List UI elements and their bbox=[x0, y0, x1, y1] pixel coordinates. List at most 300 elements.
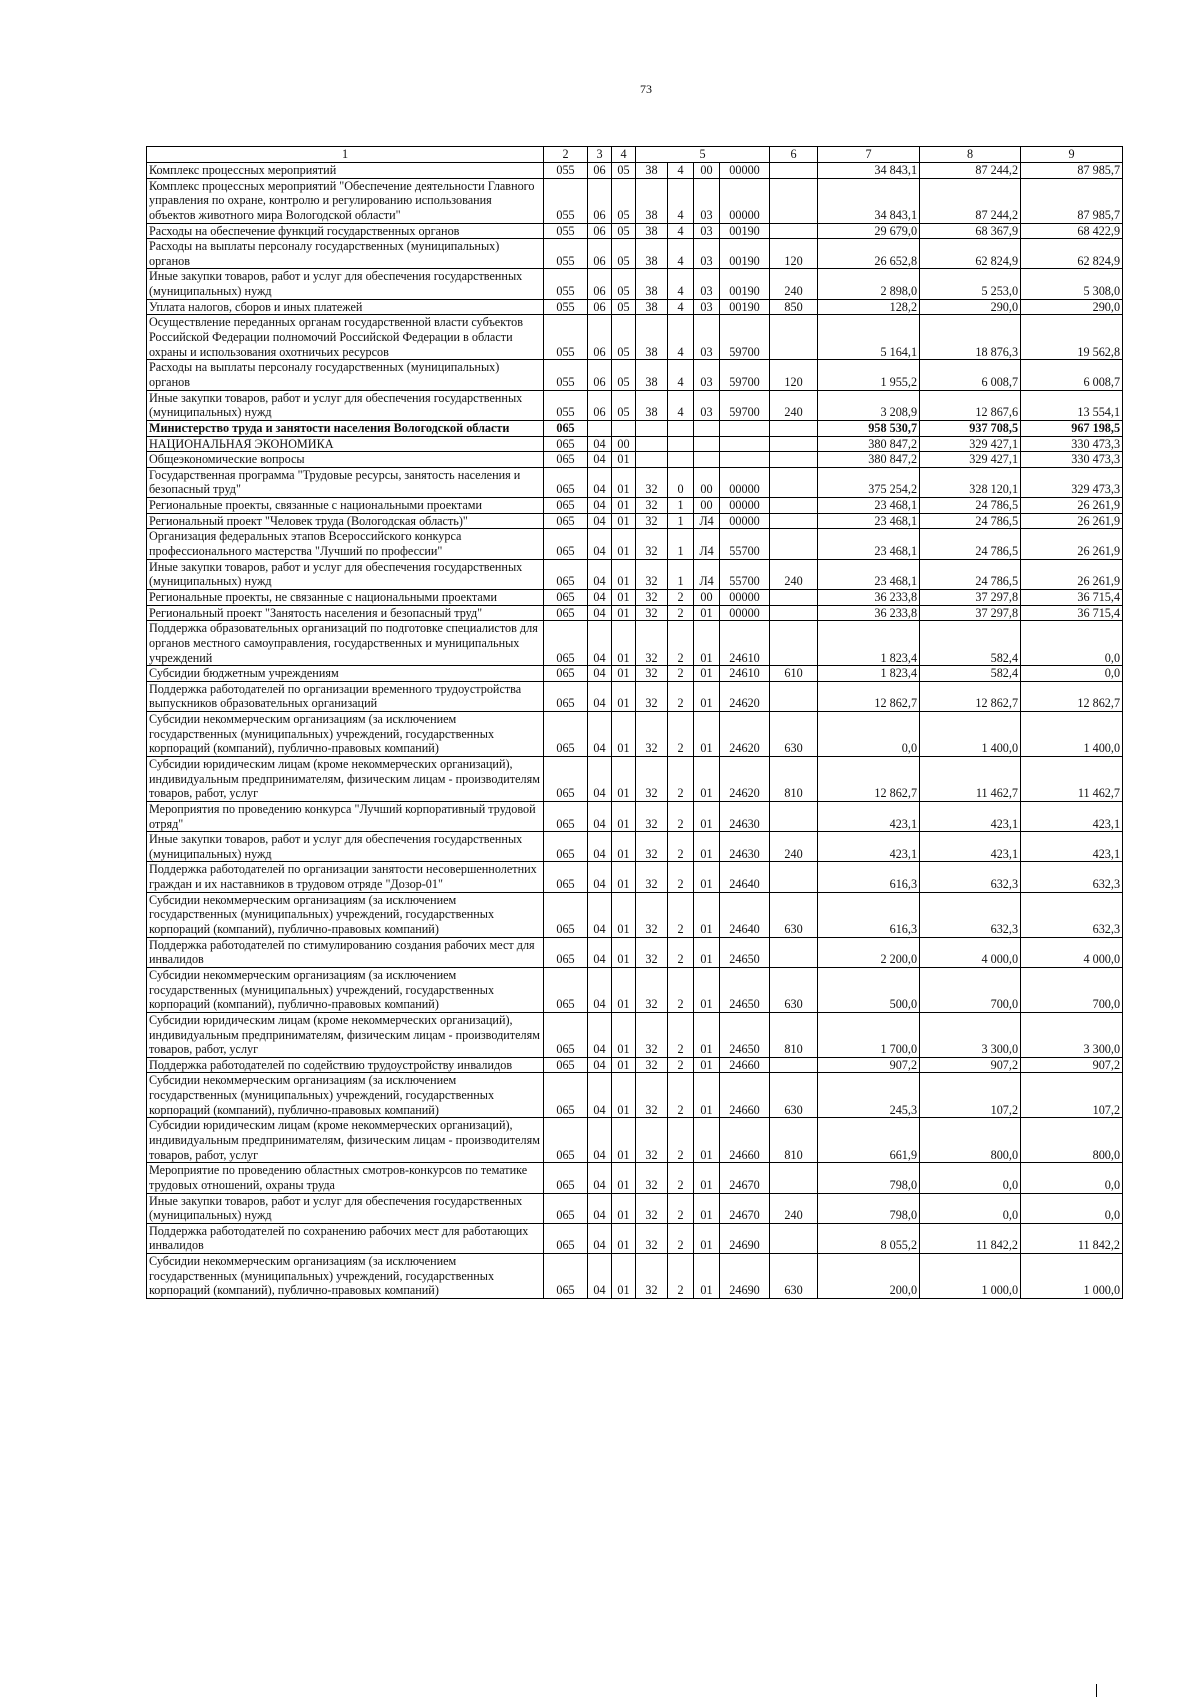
cell-admin-code: 065 bbox=[544, 832, 588, 862]
cell-csr-program: 32 bbox=[636, 1163, 668, 1193]
cell-section: 04 bbox=[588, 605, 612, 621]
cell-amount-3: 330 473,3 bbox=[1021, 452, 1123, 468]
cell-expense-type: 630 bbox=[770, 967, 818, 1012]
cell-csr-group: 01 bbox=[694, 1057, 720, 1073]
cell-subsection: 01 bbox=[612, 801, 636, 831]
cell-csr-direction: 59700 bbox=[720, 360, 770, 390]
cell-name: Субсидии некоммерческим организациям (за исключением государственных (муниципальных) учреждений, государственных корпораций (компаний), публично-правовых компаний) bbox=[147, 712, 544, 757]
cell-csr-program: 32 bbox=[636, 498, 668, 514]
cell-subsection: 05 bbox=[612, 390, 636, 420]
cell-section: 04 bbox=[588, 756, 612, 801]
table-row bbox=[147, 420, 1123, 436]
cell-csr-type: 4 bbox=[668, 239, 694, 269]
cell-expense-type bbox=[770, 163, 818, 179]
cell-csr-direction: 24620 bbox=[720, 712, 770, 757]
cell-amount-1: 907,2 bbox=[818, 1057, 920, 1073]
table-row bbox=[147, 1073, 1123, 1118]
cell-amount-3: 4 000,0 bbox=[1021, 937, 1123, 967]
cell-amount-3: 26 261,9 bbox=[1021, 529, 1123, 559]
cell-amount-1: 380 847,2 bbox=[818, 452, 920, 468]
table-row bbox=[147, 1057, 1123, 1073]
cell-subsection: 01 bbox=[612, 1057, 636, 1073]
cell-amount-3: 6 008,7 bbox=[1021, 360, 1123, 390]
cell-csr-type: 2 bbox=[668, 1193, 694, 1223]
cell-section: 04 bbox=[588, 1057, 612, 1073]
cell-subsection: 01 bbox=[612, 498, 636, 514]
cell-admin-code: 065 bbox=[544, 1193, 588, 1223]
cell-amount-3: 907,2 bbox=[1021, 1057, 1123, 1073]
cell-csr-group bbox=[694, 436, 720, 452]
cell-admin-code: 065 bbox=[544, 1118, 588, 1163]
cell-amount-1: 0,0 bbox=[818, 712, 920, 757]
cell-admin-code: 065 bbox=[544, 559, 588, 589]
cell-admin-code: 055 bbox=[544, 178, 588, 223]
cell-expense-type: 810 bbox=[770, 1012, 818, 1057]
cell-csr-group: 00 bbox=[694, 163, 720, 179]
cell-subsection: 01 bbox=[612, 1073, 636, 1118]
cell-admin-code: 065 bbox=[544, 436, 588, 452]
cell-csr-direction: 24640 bbox=[720, 862, 770, 892]
cell-csr-type: 2 bbox=[668, 1163, 694, 1193]
cell-amount-3: 26 261,9 bbox=[1021, 513, 1123, 529]
cell-csr-group: 01 bbox=[694, 1118, 720, 1163]
cell-amount-3: 107,2 bbox=[1021, 1073, 1123, 1118]
cell-name: Комплекс процессных мероприятий bbox=[147, 163, 544, 179]
cell-csr-program: 32 bbox=[636, 892, 668, 937]
cell-subsection: 01 bbox=[612, 832, 636, 862]
cell-csr-group: 03 bbox=[694, 223, 720, 239]
cell-name: Мероприятие по проведению областных смотров-конкурсов по тематике трудовых отношений, охраны труда bbox=[147, 1163, 544, 1193]
cell-subsection: 05 bbox=[612, 239, 636, 269]
cell-admin-code: 065 bbox=[544, 1057, 588, 1073]
cell-csr-type bbox=[668, 420, 694, 436]
cell-csr-program: 38 bbox=[636, 239, 668, 269]
cell-csr-program: 32 bbox=[636, 467, 668, 497]
cell-csr-program bbox=[636, 436, 668, 452]
cell-section: 04 bbox=[588, 712, 612, 757]
cell-expense-type bbox=[770, 498, 818, 514]
cell-amount-3: 3 300,0 bbox=[1021, 1012, 1123, 1057]
cell-amount-1: 3 208,9 bbox=[818, 390, 920, 420]
cell-admin-code: 065 bbox=[544, 937, 588, 967]
cell-section: 06 bbox=[588, 390, 612, 420]
cell-amount-3: 632,3 bbox=[1021, 892, 1123, 937]
table-row bbox=[147, 605, 1123, 621]
cell-csr-direction: 24660 bbox=[720, 1057, 770, 1073]
cell-amount-1: 1 955,2 bbox=[818, 360, 920, 390]
cell-subsection: 01 bbox=[612, 862, 636, 892]
cell-csr-direction: 24660 bbox=[720, 1073, 770, 1118]
header-cell: 3 bbox=[588, 147, 612, 163]
cell-amount-1: 23 468,1 bbox=[818, 498, 920, 514]
cell-section: 04 bbox=[588, 529, 612, 559]
cell-subsection: 01 bbox=[612, 1193, 636, 1223]
cell-subsection: 01 bbox=[612, 1223, 636, 1253]
scan-edge-mark bbox=[1096, 1684, 1097, 1697]
cell-csr-group: 01 bbox=[694, 605, 720, 621]
cell-expense-type bbox=[770, 1223, 818, 1253]
cell-expense-type: 810 bbox=[770, 756, 818, 801]
cell-csr-group: Л4 bbox=[694, 559, 720, 589]
cell-section: 06 bbox=[588, 269, 612, 299]
cell-expense-type: 240 bbox=[770, 390, 818, 420]
cell-csr-group: 01 bbox=[694, 937, 720, 967]
cell-csr-program: 32 bbox=[636, 1073, 668, 1118]
cell-section: 04 bbox=[588, 937, 612, 967]
cell-expense-type: 240 bbox=[770, 832, 818, 862]
cell-admin-code: 055 bbox=[544, 360, 588, 390]
cell-expense-type bbox=[770, 589, 818, 605]
cell-csr-group: 03 bbox=[694, 360, 720, 390]
cell-amount-2: 4 000,0 bbox=[920, 937, 1021, 967]
cell-csr-group: 01 bbox=[694, 862, 720, 892]
cell-section: 04 bbox=[588, 589, 612, 605]
cell-amount-3: 11 842,2 bbox=[1021, 1223, 1123, 1253]
cell-csr-type: 2 bbox=[668, 589, 694, 605]
cell-csr-direction: 00190 bbox=[720, 239, 770, 269]
cell-amount-3: 0,0 bbox=[1021, 1163, 1123, 1193]
table-row bbox=[147, 832, 1123, 862]
cell-amount-2: 1 000,0 bbox=[920, 1254, 1021, 1299]
cell-csr-program: 32 bbox=[636, 1012, 668, 1057]
table-body bbox=[147, 163, 1123, 1299]
cell-section: 04 bbox=[588, 1012, 612, 1057]
cell-csr-direction bbox=[720, 436, 770, 452]
cell-csr-type: 2 bbox=[668, 801, 694, 831]
cell-csr-type: 0 bbox=[668, 467, 694, 497]
cell-name: Субсидии юридическим лицам (кроме некоммерческих организаций), индивидуальным предпринимателям, физическим лицам - производителям товаров, работ, услуг bbox=[147, 756, 544, 801]
cell-admin-code: 065 bbox=[544, 513, 588, 529]
budget-table bbox=[146, 146, 1123, 1299]
cell-csr-direction: 00000 bbox=[720, 467, 770, 497]
cell-csr-group: 01 bbox=[694, 1193, 720, 1223]
cell-csr-program: 32 bbox=[636, 529, 668, 559]
cell-subsection: 01 bbox=[612, 1163, 636, 1193]
cell-csr-group: 01 bbox=[694, 1223, 720, 1253]
cell-amount-3: 700,0 bbox=[1021, 967, 1123, 1012]
cell-csr-group: 01 bbox=[694, 1163, 720, 1193]
cell-expense-type bbox=[770, 178, 818, 223]
cell-expense-type bbox=[770, 937, 818, 967]
cell-amount-1: 1 823,4 bbox=[818, 621, 920, 666]
cell-expense-type bbox=[770, 621, 818, 666]
cell-amount-3: 87 985,7 bbox=[1021, 163, 1123, 179]
cell-subsection: 01 bbox=[612, 513, 636, 529]
cell-amount-1: 26 652,8 bbox=[818, 239, 920, 269]
cell-expense-type bbox=[770, 513, 818, 529]
cell-admin-code: 055 bbox=[544, 269, 588, 299]
header-cell: 5 bbox=[636, 147, 770, 163]
cell-name: Региональный проект "Человек труда (Вологодская область)" bbox=[147, 513, 544, 529]
cell-admin-code: 065 bbox=[544, 621, 588, 666]
cell-subsection: 00 bbox=[612, 436, 636, 452]
cell-expense-type: 240 bbox=[770, 269, 818, 299]
cell-name: Иные закупки товаров, работ и услуг для обеспечения государственных (муниципальных) нужд bbox=[147, 269, 544, 299]
cell-amount-1: 12 862,7 bbox=[818, 756, 920, 801]
cell-csr-direction: 24650 bbox=[720, 937, 770, 967]
cell-csr-group: 01 bbox=[694, 1012, 720, 1057]
cell-subsection: 01 bbox=[612, 1118, 636, 1163]
cell-csr-program bbox=[636, 452, 668, 468]
cell-amount-3: 68 422,9 bbox=[1021, 223, 1123, 239]
cell-section: 04 bbox=[588, 436, 612, 452]
table-row bbox=[147, 436, 1123, 452]
cell-subsection: 05 bbox=[612, 178, 636, 223]
cell-name: Иные закупки товаров, работ и услуг для обеспечения государственных (муниципальных) нужд bbox=[147, 832, 544, 862]
cell-section: 04 bbox=[588, 681, 612, 711]
cell-csr-direction: 00000 bbox=[720, 513, 770, 529]
cell-name: Государственная программа "Трудовые ресурсы, занятость населения и безопасный труд" bbox=[147, 467, 544, 497]
cell-amount-3: 62 824,9 bbox=[1021, 239, 1123, 269]
cell-csr-type: 1 bbox=[668, 498, 694, 514]
cell-amount-2: 24 786,5 bbox=[920, 513, 1021, 529]
table-row bbox=[147, 801, 1123, 831]
cell-expense-type bbox=[770, 436, 818, 452]
cell-csr-program: 38 bbox=[636, 299, 668, 315]
cell-section: 04 bbox=[588, 1163, 612, 1193]
cell-admin-code: 055 bbox=[544, 315, 588, 360]
cell-amount-2: 24 786,5 bbox=[920, 559, 1021, 589]
cell-amount-2: 12 867,6 bbox=[920, 390, 1021, 420]
cell-admin-code: 065 bbox=[544, 1073, 588, 1118]
cell-amount-1: 798,0 bbox=[818, 1193, 920, 1223]
cell-amount-3: 330 473,3 bbox=[1021, 436, 1123, 452]
cell-admin-code: 065 bbox=[544, 498, 588, 514]
cell-admin-code: 065 bbox=[544, 967, 588, 1012]
cell-admin-code: 065 bbox=[544, 605, 588, 621]
cell-csr-group: 00 bbox=[694, 589, 720, 605]
cell-amount-3: 1 400,0 bbox=[1021, 712, 1123, 757]
cell-amount-2: 328 120,1 bbox=[920, 467, 1021, 497]
cell-csr-group: 00 bbox=[694, 467, 720, 497]
cell-csr-program: 32 bbox=[636, 937, 668, 967]
cell-amount-2: 582,4 bbox=[920, 621, 1021, 666]
cell-amount-1: 23 468,1 bbox=[818, 559, 920, 589]
cell-csr-program: 32 bbox=[636, 1057, 668, 1073]
cell-subsection: 01 bbox=[612, 681, 636, 711]
cell-amount-2: 11 462,7 bbox=[920, 756, 1021, 801]
header-cell: 4 bbox=[612, 147, 636, 163]
cell-csr-type: 4 bbox=[668, 223, 694, 239]
cell-csr-program: 32 bbox=[636, 681, 668, 711]
cell-csr-type: 4 bbox=[668, 299, 694, 315]
cell-csr-program: 38 bbox=[636, 315, 668, 360]
cell-amount-1: 616,3 bbox=[818, 892, 920, 937]
cell-expense-type: 850 bbox=[770, 299, 818, 315]
cell-csr-program: 32 bbox=[636, 801, 668, 831]
cell-csr-type: 4 bbox=[668, 390, 694, 420]
cell-amount-2: 937 708,5 bbox=[920, 420, 1021, 436]
cell-amount-2: 24 786,5 bbox=[920, 498, 1021, 514]
cell-csr-group: 00 bbox=[694, 498, 720, 514]
cell-expense-type bbox=[770, 1057, 818, 1073]
cell-amount-3: 0,0 bbox=[1021, 621, 1123, 666]
cell-amount-1: 2 898,0 bbox=[818, 269, 920, 299]
table-row bbox=[147, 178, 1123, 223]
cell-expense-type: 240 bbox=[770, 1193, 818, 1223]
cell-amount-2: 423,1 bbox=[920, 832, 1021, 862]
cell-csr-program: 32 bbox=[636, 559, 668, 589]
table-row bbox=[147, 1254, 1123, 1299]
cell-expense-type bbox=[770, 452, 818, 468]
cell-name: Иные закупки товаров, работ и услуг для обеспечения государственных (муниципальных) нужд bbox=[147, 1193, 544, 1223]
cell-section: 04 bbox=[588, 621, 612, 666]
cell-csr-group: 01 bbox=[694, 712, 720, 757]
cell-amount-3: 11 462,7 bbox=[1021, 756, 1123, 801]
cell-csr-direction: 24610 bbox=[720, 621, 770, 666]
cell-amount-2: 582,4 bbox=[920, 666, 1021, 682]
cell-expense-type: 810 bbox=[770, 1118, 818, 1163]
cell-csr-program: 32 bbox=[636, 621, 668, 666]
cell-subsection: 05 bbox=[612, 163, 636, 179]
cell-amount-2: 329 427,1 bbox=[920, 436, 1021, 452]
cell-csr-type: 2 bbox=[668, 832, 694, 862]
cell-section: 04 bbox=[588, 1073, 612, 1118]
cell-csr-direction: 59700 bbox=[720, 315, 770, 360]
cell-csr-program: 32 bbox=[636, 605, 668, 621]
table-row bbox=[147, 1118, 1123, 1163]
cell-csr-program: 38 bbox=[636, 390, 668, 420]
cell-amount-1: 128,2 bbox=[818, 299, 920, 315]
cell-admin-code: 065 bbox=[544, 420, 588, 436]
cell-amount-1: 8 055,2 bbox=[818, 1223, 920, 1253]
cell-amount-3: 329 473,3 bbox=[1021, 467, 1123, 497]
table-row bbox=[147, 452, 1123, 468]
table-row bbox=[147, 1193, 1123, 1223]
cell-csr-type: 2 bbox=[668, 937, 694, 967]
cell-subsection: 01 bbox=[612, 529, 636, 559]
cell-section: 04 bbox=[588, 498, 612, 514]
cell-amount-1: 34 843,1 bbox=[818, 163, 920, 179]
cell-expense-type bbox=[770, 681, 818, 711]
cell-amount-2: 37 297,8 bbox=[920, 605, 1021, 621]
cell-csr-type: 1 bbox=[668, 513, 694, 529]
cell-name: Поддержка работодателей по организации занятости несовершеннолетних граждан и их наставников в трудовом отряде "Дозор-01" bbox=[147, 862, 544, 892]
header-cell: 7 bbox=[818, 147, 920, 163]
cell-csr-group: Л4 bbox=[694, 529, 720, 559]
header-cell: 8 bbox=[920, 147, 1021, 163]
cell-expense-type bbox=[770, 801, 818, 831]
cell-section: 04 bbox=[588, 967, 612, 1012]
cell-name: Расходы на выплаты персоналу государственных (муниципальных) органов bbox=[147, 360, 544, 390]
table-row bbox=[147, 390, 1123, 420]
cell-amount-3: 26 261,9 bbox=[1021, 498, 1123, 514]
cell-csr-program: 32 bbox=[636, 756, 668, 801]
cell-expense-type: 630 bbox=[770, 892, 818, 937]
cell-section: 06 bbox=[588, 299, 612, 315]
cell-name: Субсидии некоммерческим организациям (за исключением государственных (муниципальных) учреждений, государственных корпораций (компаний), публично-правовых компаний) bbox=[147, 967, 544, 1012]
cell-section: 04 bbox=[588, 1118, 612, 1163]
cell-subsection: 05 bbox=[612, 299, 636, 315]
cell-amount-2: 0,0 bbox=[920, 1193, 1021, 1223]
cell-csr-direction: 24690 bbox=[720, 1254, 770, 1299]
cell-name: Организация федеральных этапов Всероссийского конкурса профессионального мастерства "Лучший по профессии" bbox=[147, 529, 544, 559]
table-row bbox=[147, 467, 1123, 497]
cell-csr-direction: 24660 bbox=[720, 1118, 770, 1163]
cell-subsection: 01 bbox=[612, 452, 636, 468]
cell-csr-type: 4 bbox=[668, 178, 694, 223]
cell-amount-1: 36 233,8 bbox=[818, 589, 920, 605]
cell-section: 04 bbox=[588, 862, 612, 892]
cell-amount-2: 423,1 bbox=[920, 801, 1021, 831]
cell-csr-direction bbox=[720, 452, 770, 468]
cell-csr-group: 03 bbox=[694, 178, 720, 223]
cell-csr-direction: 24670 bbox=[720, 1163, 770, 1193]
table-row bbox=[147, 269, 1123, 299]
cell-expense-type bbox=[770, 1163, 818, 1193]
cell-subsection: 05 bbox=[612, 360, 636, 390]
cell-csr-type: 1 bbox=[668, 529, 694, 559]
cell-expense-type: 120 bbox=[770, 239, 818, 269]
cell-name: Министерство труда и занятости населения Вологодской области bbox=[147, 420, 544, 436]
cell-amount-1: 958 530,7 bbox=[818, 420, 920, 436]
cell-admin-code: 055 bbox=[544, 163, 588, 179]
cell-csr-direction: 24650 bbox=[720, 967, 770, 1012]
cell-csr-group: 01 bbox=[694, 892, 720, 937]
cell-csr-type: 2 bbox=[668, 1073, 694, 1118]
cell-name: Субсидии юридическим лицам (кроме некоммерческих организаций), индивидуальным предпринимателям, физическим лицам - производителям товаров, работ, услуг bbox=[147, 1012, 544, 1057]
cell-subsection: 05 bbox=[612, 223, 636, 239]
cell-name: Субсидии некоммерческим организациям (за исключением государственных (муниципальных) учреждений, государственных корпораций (компаний), публично-правовых компаний) bbox=[147, 1254, 544, 1299]
cell-amount-3: 0,0 bbox=[1021, 666, 1123, 682]
header-cell: 6 bbox=[770, 147, 818, 163]
cell-section: 06 bbox=[588, 163, 612, 179]
cell-expense-type: 610 bbox=[770, 666, 818, 682]
cell-subsection: 01 bbox=[612, 1012, 636, 1057]
table-row bbox=[147, 666, 1123, 682]
cell-csr-direction: 00000 bbox=[720, 498, 770, 514]
cell-section bbox=[588, 420, 612, 436]
cell-name: Мероприятия по проведению конкурса "Лучший корпоративный трудовой отряд" bbox=[147, 801, 544, 831]
cell-amount-3: 1 000,0 bbox=[1021, 1254, 1123, 1299]
cell-expense-type bbox=[770, 420, 818, 436]
cell-csr-type: 2 bbox=[668, 1057, 694, 1073]
cell-csr-program: 32 bbox=[636, 712, 668, 757]
table-row bbox=[147, 892, 1123, 937]
cell-csr-type: 2 bbox=[668, 681, 694, 711]
table-row bbox=[147, 529, 1123, 559]
cell-amount-1: 375 254,2 bbox=[818, 467, 920, 497]
cell-amount-3: 967 198,5 bbox=[1021, 420, 1123, 436]
cell-csr-program: 38 bbox=[636, 223, 668, 239]
cell-csr-direction: 24620 bbox=[720, 681, 770, 711]
cell-subsection: 01 bbox=[612, 756, 636, 801]
cell-csr-type: 1 bbox=[668, 559, 694, 589]
cell-name: Поддержка работодателей по стимулированию создания рабочих мест для инвалидов bbox=[147, 937, 544, 967]
cell-amount-3: 632,3 bbox=[1021, 862, 1123, 892]
cell-amount-2: 1 400,0 bbox=[920, 712, 1021, 757]
cell-csr-direction: 55700 bbox=[720, 529, 770, 559]
cell-csr-direction: 00000 bbox=[720, 163, 770, 179]
cell-csr-direction: 24640 bbox=[720, 892, 770, 937]
cell-amount-1: 1 700,0 bbox=[818, 1012, 920, 1057]
cell-csr-direction: 24630 bbox=[720, 832, 770, 862]
cell-csr-direction: 24650 bbox=[720, 1012, 770, 1057]
cell-subsection: 01 bbox=[612, 559, 636, 589]
cell-name: Иные закупки товаров, работ и услуг для обеспечения государственных (муниципальных) нужд bbox=[147, 559, 544, 589]
table-row bbox=[147, 862, 1123, 892]
cell-amount-1: 380 847,2 bbox=[818, 436, 920, 452]
cell-subsection bbox=[612, 420, 636, 436]
cell-csr-type: 4 bbox=[668, 315, 694, 360]
cell-amount-1: 616,3 bbox=[818, 862, 920, 892]
cell-section: 04 bbox=[588, 1223, 612, 1253]
cell-csr-direction: 00190 bbox=[720, 269, 770, 299]
cell-expense-type bbox=[770, 467, 818, 497]
cell-name: Расходы на обеспечение функций государственных органов bbox=[147, 223, 544, 239]
header-cell: 2 bbox=[544, 147, 588, 163]
cell-name: Поддержка работодателей по сохранению рабочих мест для работающих инвалидов bbox=[147, 1223, 544, 1253]
